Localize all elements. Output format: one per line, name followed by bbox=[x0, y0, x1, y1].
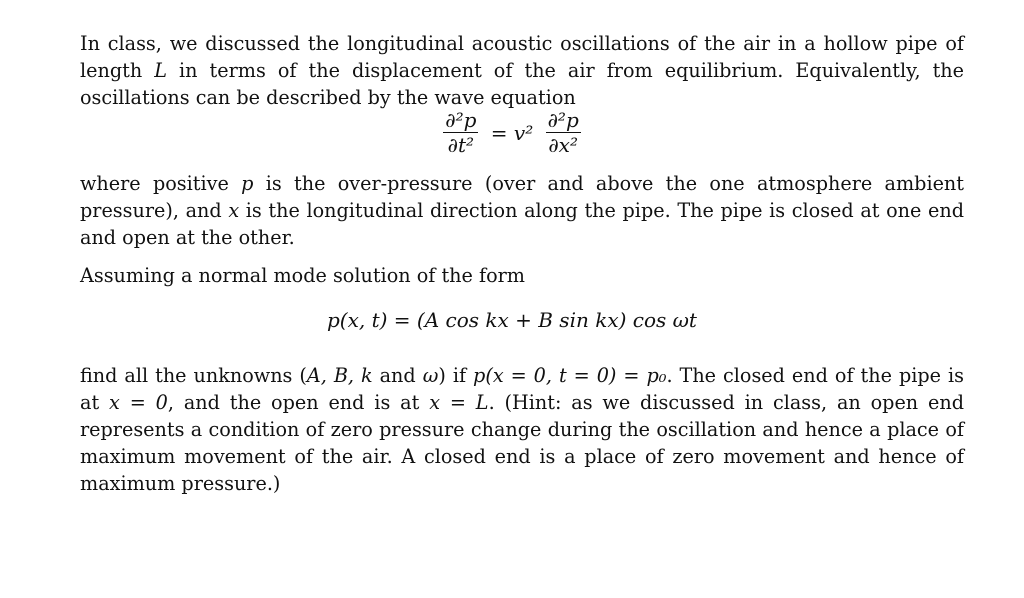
variable-L: L bbox=[154, 59, 167, 82]
normal-mode-equation: p(x, t) = (A cos kx + B sin kx) cos ωt bbox=[327, 308, 697, 332]
rhs-fraction: $\frac{\text{∂²p}}{\text{∂x²}}$ bbox=[547, 108, 579, 157]
equals-v-squared: = v² bbox=[490, 120, 534, 145]
intro-paragraph: In class, we discussed the longitudinal acoustic oscillations of the air in a hollow pipe of length L in terms of the displacement of the air from equilibrium. Equivalently, the oscillations can be described by the wave equation bbox=[80, 32, 964, 109]
cut-off-heading bbox=[80, 0, 964, 6]
definition-paragraph: where positive p is the over-pressure (over and above the one atmosphere ambient pressure), and x is the longitudinal direction along the pipe. The pipe is closed at one end and open at the other. bbox=[80, 172, 965, 249]
wave-equation bbox=[0, 108, 1024, 157]
assumption-paragraph: Assuming a normal mode solution of the form bbox=[80, 264, 525, 287]
lhs-fraction: $\frac{\text{∂²p}}{\text{∂t²}}$ bbox=[445, 108, 477, 157]
task-paragraph: find all the unknowns (A, B, k and ω) if p(x = 0, t = 0) = p₀. The closed end of the pipe is at x = 0, and the open end is at x = L. (Hint: as we discussed in class, an open end represents a condition of zero pressure change during the oscillation and hence a place of maximum movement of the air. A closed end is a place of zero movement and hence of maximum pressure.) bbox=[80, 364, 965, 495]
